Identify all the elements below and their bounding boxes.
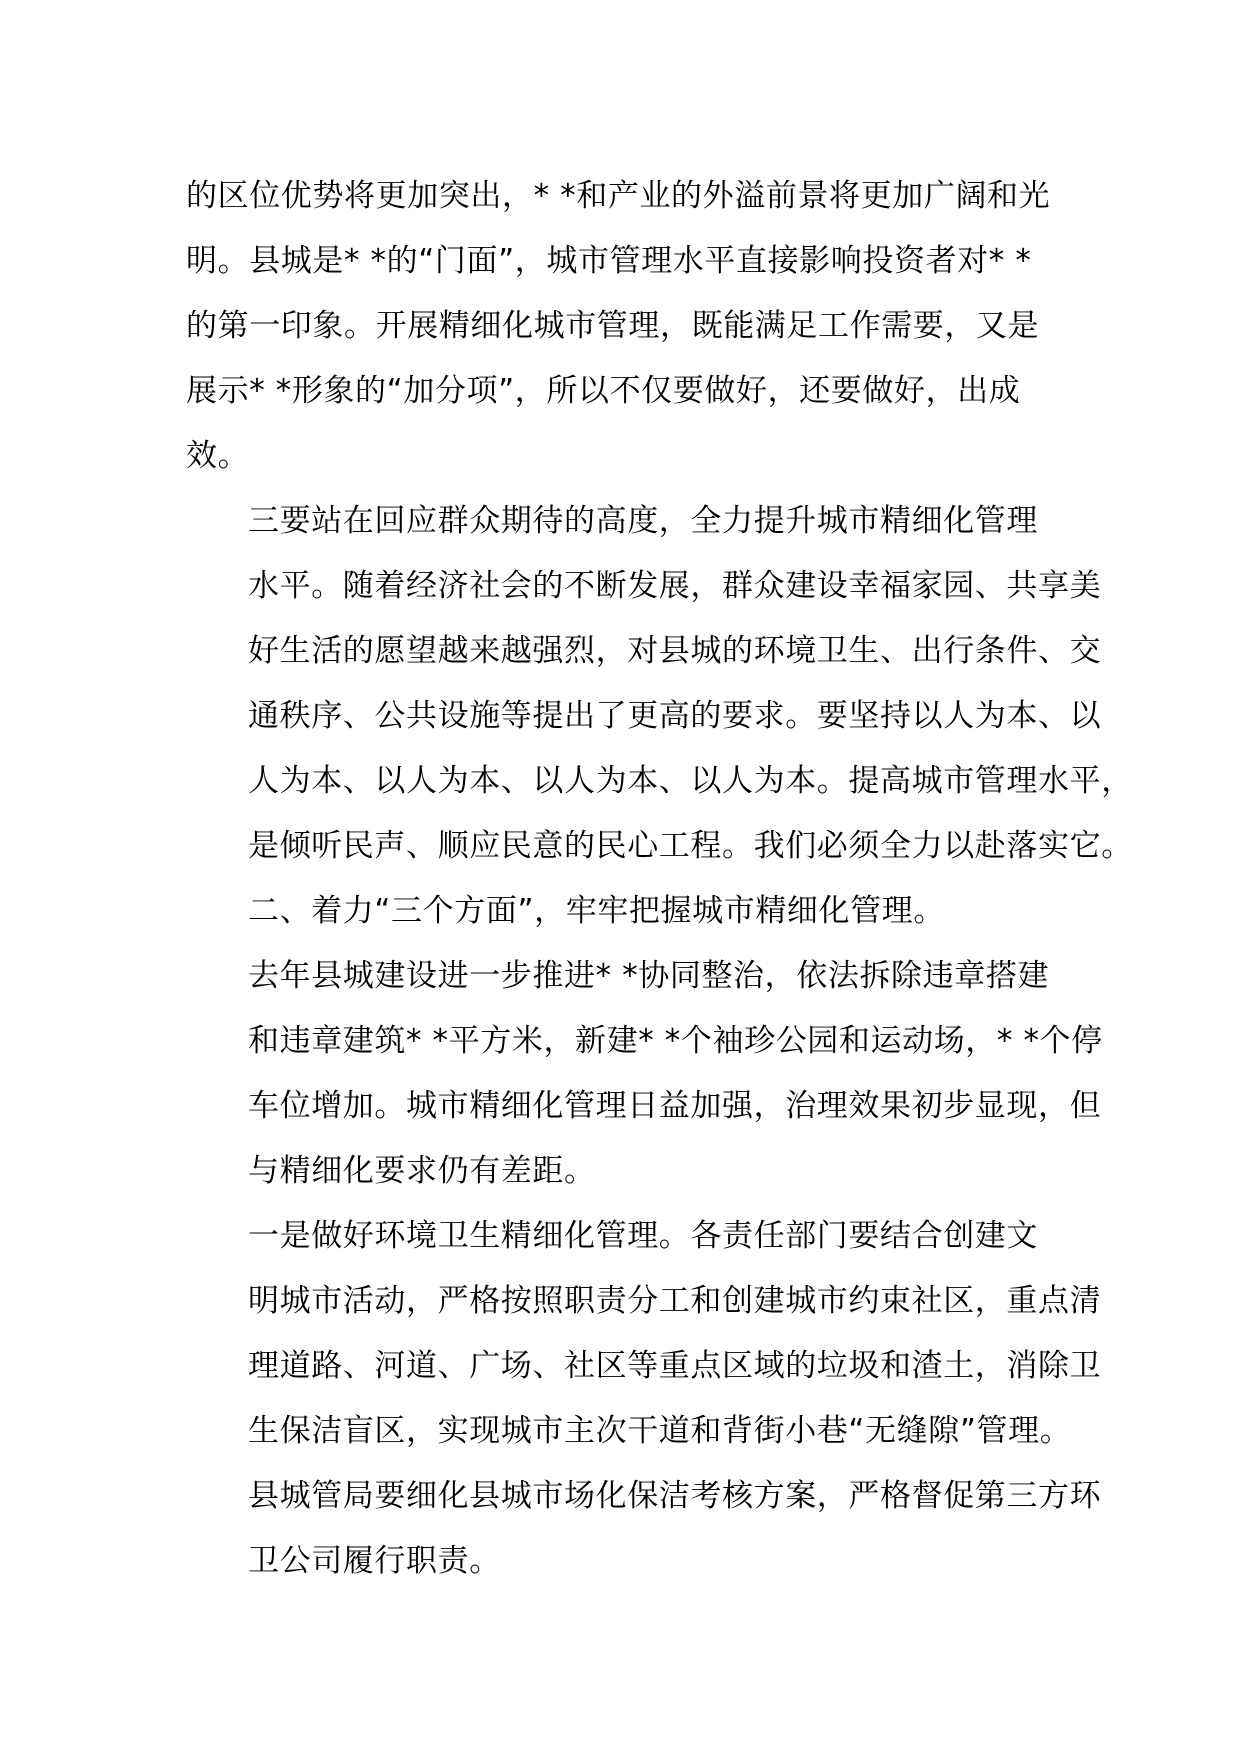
paragraph-3 [186,944,1103,1204]
text-line: 明城市活动，严格按照职责分工和创建城市约束社区，重点清 [248,1283,1102,1319]
text-line: 水平。随着经济社会的不断发展，群众建设幸福家园、共享美 [248,568,1102,604]
text-line: 好生活的愿望越来越强烈，对县城的环境卫生、出行条件、交 [248,633,1102,669]
text-line: 的区位优势将更加突出，* *和产业的外溢前景将更加广阔和光 [186,178,1051,214]
section-heading [186,879,1066,944]
text-line: 三要站在回应群众期待的高度，全力提升城市精细化管理 [248,503,1038,539]
text-line: 的第一印象。开展精细化城市管理，既能满足工作需要，又是 [186,308,1040,344]
text-line: 和违章建筑* *平方米，新建* *个袖珍公园和运动场，* *个停 [248,1023,1103,1059]
paragraph-1 [186,164,1066,489]
text-line: 明。县城是* *的“门面”，城市管理水平直接影响投资者对* * [186,243,1032,279]
paragraph-4 [186,1204,1102,1594]
text-line: 是倾听民声、顺应民意的民心工程。我们必须全力以赴落实它。 [248,828,1133,864]
text-line: 一是做好环境卫生精细化管理。各责任部门要结合创建文 [248,1218,1038,1254]
paragraph-2 [186,489,1133,879]
text-line: 生保洁盲区，实现城市主次干道和背街小巷“无缝隙”管理。 [248,1413,1072,1449]
text-line: 效。 [186,438,250,474]
text-line: 车位增加。城市精细化管理日益加强，治理效果初步显现，但 [248,1088,1102,1124]
text-line: 人为本、以人为本、以人为本、以人为本。提高城市管理水平， [248,763,1133,799]
document-page [186,164,1133,1594]
text-line: 卫公司履行职责。 [248,1543,501,1579]
text-line: 去年县城建设进一步推进* *协同整治，依法拆除违章搭建 [248,958,1050,994]
text-line: 县城管局要细化县城市场化保洁考核方案，严格督促第三方环 [248,1478,1102,1514]
text-line: 展示* *形象的“加分项”，所以不仅要做好，还要做好，出成 [186,373,1021,409]
text-line: 理道路、河道、广场、社区等重点区域的垃圾和渣土，消除卫 [248,1348,1102,1384]
text-line: 与精细化要求仍有差距。 [248,1153,596,1189]
text-line: 通秩序、公共设施等提出了更高的要求。要坚持以人为本、以 [248,698,1102,734]
text-line: 二、着力“三个方面”，牢牢把握城市精细化管理。 [248,893,945,929]
